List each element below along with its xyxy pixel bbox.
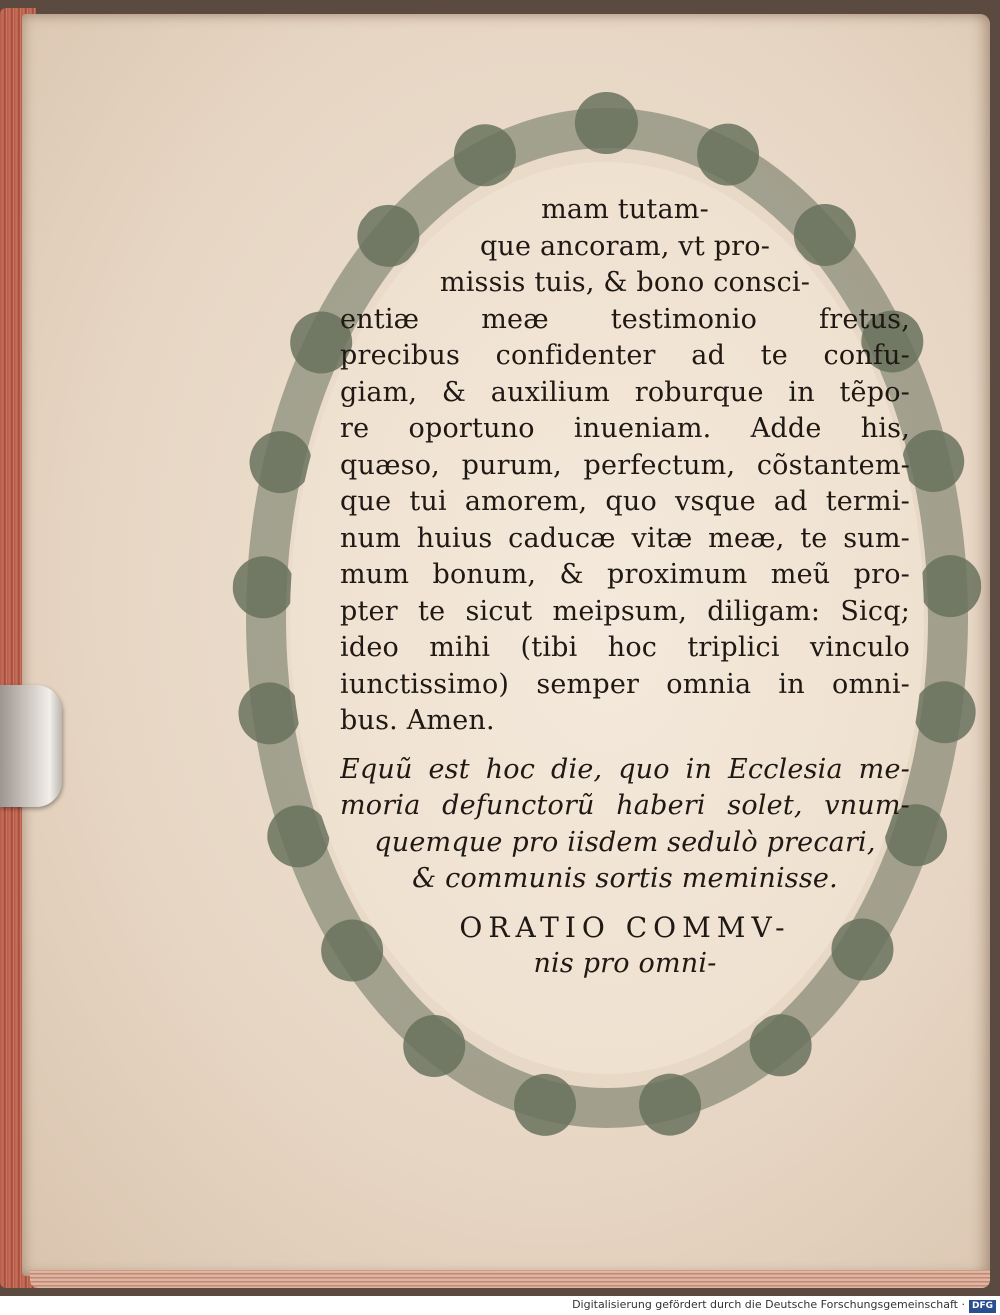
section-heading-sub: nis pro omni- (533, 948, 717, 979)
text-line: pter te sicut meipsum, diligam: Sicq; (340, 595, 910, 627)
text-line: missis tuis, & bono consci- (439, 267, 811, 298)
spacer (340, 898, 910, 910)
digitization-footer (0, 1296, 1000, 1315)
text-line: bus. Amen. (340, 705, 495, 736)
text-line: iunctissimo) semper omnia in omni- (340, 668, 910, 700)
italic-rubric-line: moria defunctorũ haberi solet, vnum- (340, 790, 910, 821)
italic-rubric-line: quemque pro iisdem sedulò precari, (374, 826, 876, 858)
dfg-logo: DFG (969, 1300, 996, 1313)
text-line: giam, & auxilium roburque in tẽpo- (340, 376, 910, 408)
section-heading: ORATIO COMMV- (459, 910, 791, 944)
text-line: num huius caducæ vitæ meæ, te sum- (340, 522, 910, 554)
page-text-block (340, 192, 910, 983)
text-line: quæso, purum, perfectum, cõstantem- (340, 449, 910, 481)
text-line: mam tutam- (541, 194, 709, 225)
spacer (340, 740, 910, 752)
text-line: precibus confidenter ad te confu- (340, 340, 910, 371)
footer-credit-text: Digitalisierung gefördert durch die Deutsche Forschungsgemeinschaft · (572, 1298, 965, 1311)
italic-rubric-line: & communis sortis meminisse. (412, 863, 838, 894)
book-clasp (0, 685, 62, 807)
text-line: mum bonum, & proximum meũ pro- (340, 559, 910, 590)
text-line: que tui amorem, quo vsque ad termi- (340, 486, 910, 517)
text-line: entiæ meæ testimonio fretus, (340, 303, 910, 335)
page-bottom-edge (30, 1270, 990, 1288)
italic-rubric-line: Equũ est hoc die, quo in Ecclesia me- (340, 753, 910, 785)
text-line: que ancoram, vt pro- (479, 230, 771, 262)
text-line: re oportuno inueniam. Adde his, (340, 413, 910, 444)
text-line: ideo mihi (tibi hoc triplici vinculo (340, 632, 910, 663)
